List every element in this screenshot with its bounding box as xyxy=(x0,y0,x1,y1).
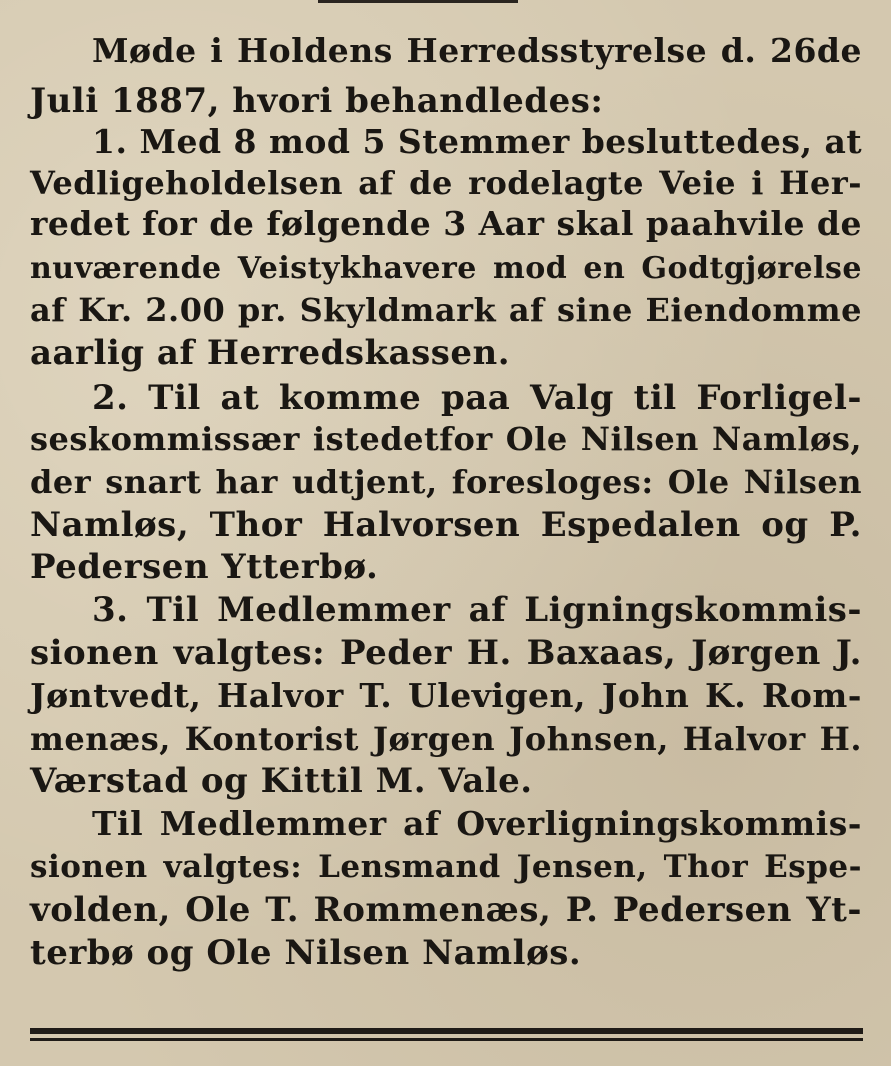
article-line: 1. Med 8 mod 5 Stemmer besluttedes, at xyxy=(92,122,863,161)
article-line: Juli 1887, hvori behandledes: xyxy=(30,81,604,121)
article-line: aarlig af Herredskassen. xyxy=(30,333,511,373)
article-line: sionen valgtes: Lensmand Jensen, Thor Espe- xyxy=(30,849,862,885)
bottom-divider-thin xyxy=(30,1038,863,1041)
article-line: menæs, Kontorist Jørgen Johnsen, Halvor H. xyxy=(30,720,862,758)
article-line: sionen valgtes: Peder H. Baxaas, Jørgen J. xyxy=(30,633,862,673)
article-line: redet for de følgende 3 Aar skal paahvile de xyxy=(30,204,862,243)
article-line: terbø og Ole Nilsen Namløs. xyxy=(30,933,582,973)
article-line: Værstad og Kittil M. Vale. xyxy=(30,761,533,801)
article-line: seskommissær istedetfor Ole Nilsen Namløs, xyxy=(30,420,862,458)
article-line: der snart har udtjent, foresloges: Ole Nilsen xyxy=(30,463,862,501)
article-line: Til Medlemmer af Overligningskommis- xyxy=(92,804,862,843)
article-line: 2. Til at komme paa Valg til Forligel- xyxy=(92,378,862,418)
article-line: Namløs, Thor Halvorsen Espedalen og P. xyxy=(30,505,862,545)
article-line: Pedersen Ytterbø. xyxy=(30,547,379,587)
article-line: Møde i Holdens Herredsstyrelse d. 26de xyxy=(92,31,862,70)
article-line: nuværende Veistykhavere mod en Godtgjørelse xyxy=(30,251,862,286)
article-line: volden, Ole T. Rommenæs, P. Pedersen Yt- xyxy=(30,890,862,930)
article-line: Jøntvedt, Halvor T. Ulevigen, John K. Rom- xyxy=(30,676,862,715)
article-line: 3. Til Medlemmer af Ligningskommis- xyxy=(92,590,862,630)
bottom-divider-thick xyxy=(30,1028,863,1034)
article-line: Vedligeholdelsen af de rodelagte Veie i Her- xyxy=(30,164,862,202)
article-line: af Kr. 2.00 pr. Skyldmark af sine Eiendomme xyxy=(30,291,862,329)
